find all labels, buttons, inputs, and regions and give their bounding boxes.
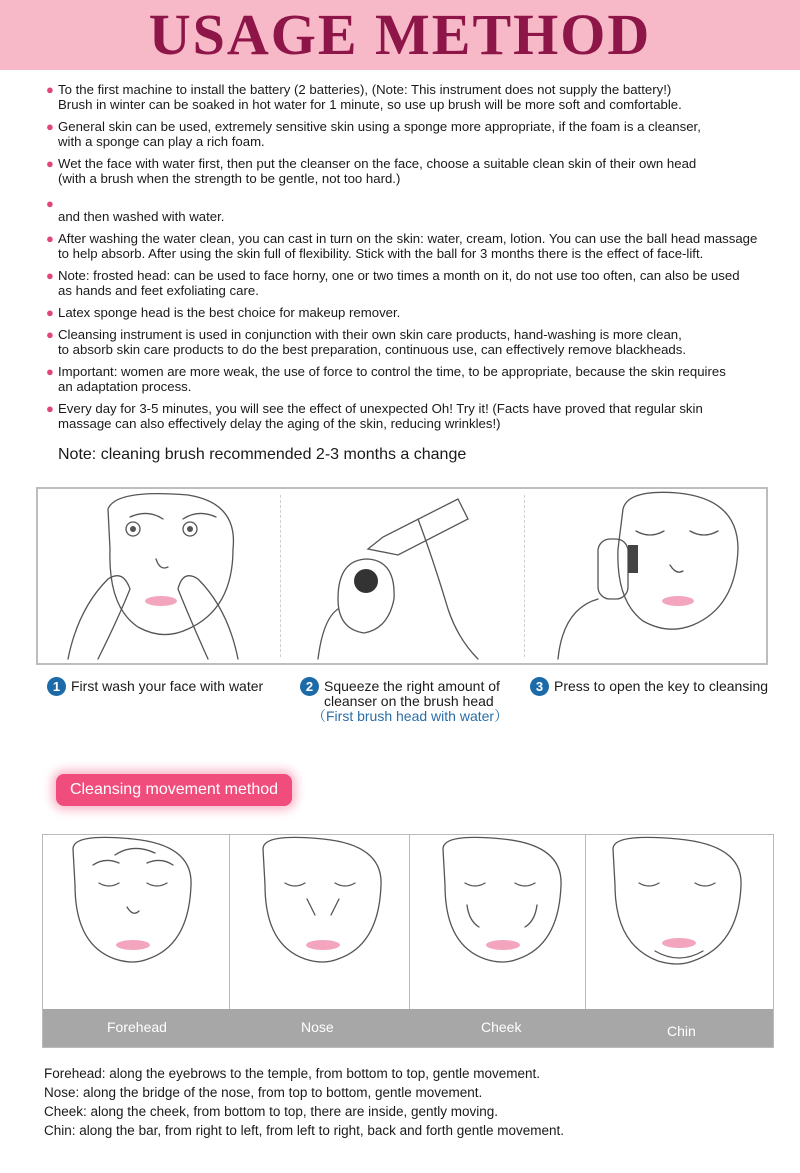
squeeze-cleanser-illustration <box>318 499 478 659</box>
bullet-icon: ● <box>46 268 54 283</box>
bullet-icon: ● <box>46 231 54 246</box>
list-item: ● After washing the water clean, you can cast in turn on the skin: water, cream, lotion. You can use the ball head massage to help absorb. After using the skin full of flexibility. Stick with the ball for 3 months there is the effect of face-lift. <box>46 231 758 261</box>
cheek-cell <box>409 835 586 1009</box>
list-item: ● Cleansing instrument is used in conjunction with their own skin care products, hand-washing is more clean, to absorb skin care products to do the best preparation, continuous use, can effectively remove blackheads. <box>46 327 686 357</box>
bullet-icon: ● <box>46 305 54 320</box>
movement-descriptions <box>44 1064 564 1140</box>
bullet-icon: ● <box>46 196 54 211</box>
brush-face-illustration <box>558 492 738 659</box>
step-2-badge: 2 <box>300 677 319 696</box>
bullet-icon: ● <box>46 156 54 171</box>
label-chin: Chin <box>667 1023 696 1039</box>
title-banner <box>0 0 800 70</box>
label-forehead: Forehead <box>107 1019 167 1035</box>
forehead-description: Forehead: along the eyebrows to the temple, from bottom to top, gentle movement. <box>44 1066 541 1081</box>
list-item: ● Every day for 3-5 minutes, you will see the effect of unexpected Oh! Try it! (Facts have proved that regular skin massage can also effectively delay the aging of the skin, reducing wrinkles!) <box>46 401 703 431</box>
bullet-icon: ● <box>46 119 54 134</box>
list-item: ● Latex sponge head is the best choice for makeup remover. <box>46 305 401 320</box>
bullet-icon: ● <box>46 401 54 416</box>
cheek-description: Cheek: along the cheek, from bottom to top, there are inside, gently moving. <box>44 1104 499 1119</box>
step-illustration-panel <box>36 487 768 665</box>
bullet-icon: ● <box>46 82 54 97</box>
bullet-icon: ● <box>46 364 54 379</box>
cleansing-method-heading: Cleansing movement method <box>56 774 292 806</box>
list-item: ● Wet the face with water first, then put the cleanser on the face, choose a suitable clean skin of their own head (with a brush when the strength to be gentle, not too hard.) <box>46 156 697 186</box>
step-2-subnote: （First brush head with water） <box>312 708 509 724</box>
movement-grid <box>42 834 774 1048</box>
nose-cell <box>229 835 410 1009</box>
step-2-line-1: Squeeze the right amount of <box>324 678 500 694</box>
step-1-text: First wash your face with water <box>71 678 264 694</box>
list-item: ● and then washed with water. <box>46 196 225 224</box>
list-item: ● Note: frosted head: can be used to face horny, one or two times a month on it, do not use too often, can also be used as hands and feet exfoliating care. <box>46 268 740 298</box>
step-3-text: Press to open the key to cleansing <box>554 678 769 694</box>
chin-face-illustration <box>613 837 741 964</box>
list-item: ● To the first machine to install the battery (2 batteries), (Note: This instrument does not supply the battery!) Brush in winter can be soaked in hot water for 1 minute, so use up brush will be more soft and comfortable. <box>46 82 682 112</box>
forehead-cell <box>43 835 230 1009</box>
page-title: USAGE METHOD <box>148 2 652 67</box>
list-item: ● General skin can be used, extremely sensitive skin using a sponge more appropriate, if the foam is a cleanser, with a sponge can play a rich foam. <box>46 119 701 149</box>
instruction-list <box>46 82 791 438</box>
area-label-bar <box>43 1009 773 1047</box>
list-item: ● Important: women are more weak, the use of force to control the time, to be appropriate, because the skin requires an adaptation process. <box>46 364 726 394</box>
step-1-badge: 1 <box>47 677 66 696</box>
brush-change-note: Note: cleaning brush recommended 2-3 months a change <box>58 446 467 463</box>
nose-description: Nose: along the bridge of the nose, from top to bottom, gentle movement. <box>44 1085 483 1100</box>
step-illustrations <box>38 489 766 663</box>
wash-face-illustration <box>68 494 238 659</box>
step-3-badge: 3 <box>530 677 549 696</box>
label-cheek: Cheek <box>481 1019 522 1035</box>
label-nose: Nose <box>301 1019 334 1035</box>
bullet-icon: ● <box>46 327 54 342</box>
chin-description: Chin: along the bar, from right to left, from left to right, back and forth gentle movement. <box>44 1123 565 1138</box>
step-2-line-2: cleanser on the brush head <box>324 693 494 709</box>
